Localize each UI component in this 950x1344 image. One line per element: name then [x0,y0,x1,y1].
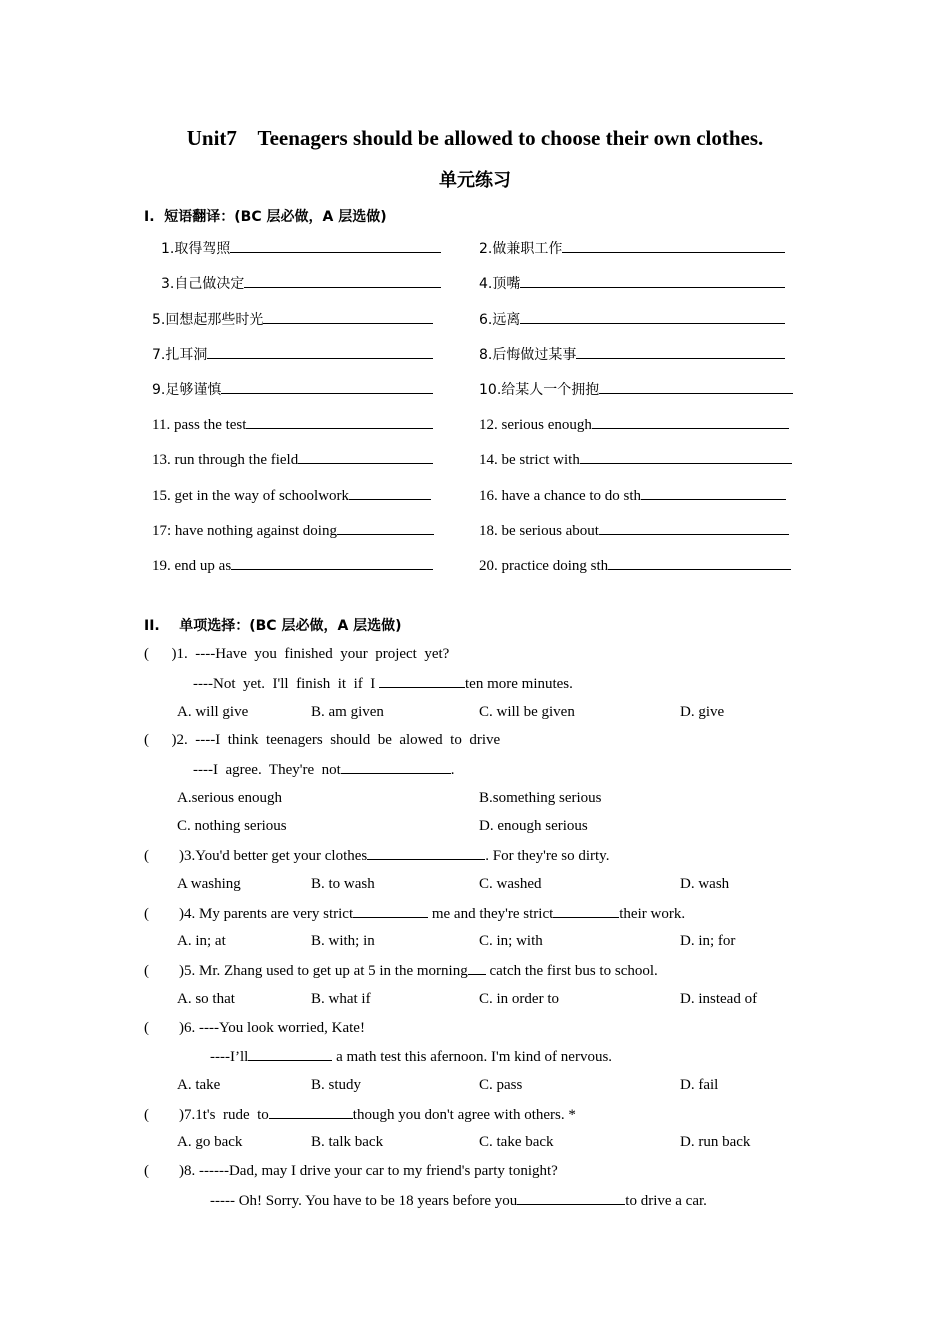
q2-option-d: D. enough serious [479,818,588,834]
answer-blank[interactable] [337,520,434,535]
answer-blank[interactable] [520,309,785,324]
phrase-item-6: 6.远离 [479,309,785,330]
answer-blank[interactable] [520,273,785,288]
phrase-item-8: 8.后悔做过某事 [479,344,785,365]
answer-blank[interactable] [517,1190,625,1205]
q4-option-a: A. in; at [177,933,226,949]
q3-option-c: C. washed [479,876,542,892]
q2-option-a: A.serious enough [177,790,282,806]
answer-blank[interactable] [553,903,619,918]
answer-blank[interactable] [353,903,428,918]
page-title: Unit7 Teenagers should be allowed to choose their own clothes. [186,126,764,150]
question-5: ( )5. Mr. Zhang used to get up at 5 in the morning catch the first bus to school. [144,960,658,981]
page-subtitle: 单元练习 [439,170,511,191]
phrase-item-5: 5.回想起那些时光 [152,309,433,330]
phrase-item-15: 15. get in the way of schoolwork [152,485,431,506]
phrase-item-3: 3.自己做决定 [161,273,441,294]
phrase-item-7: 7.扎耳洞 [152,344,433,365]
answer-blank[interactable] [580,449,792,464]
q1-option-b: B. am given [311,704,384,720]
answer-blank[interactable] [576,344,785,359]
q7-option-a: A. go back [177,1134,243,1150]
question-8: ( )8. ------Dad, may I drive your car to my friend's party tonight? [144,1163,558,1179]
question-6: ( )6. ----You look worried, Kate! [144,1020,365,1036]
q6-option-b: B. study [311,1077,362,1093]
q7-option-d: D. run back [680,1134,751,1150]
phrase-item-16: 16. have a chance to do sth [479,485,786,506]
phrase-item-9: 9.足够谨慎 [152,379,433,400]
answer-blank[interactable] [298,449,433,464]
question-1-answer-line: ----Not yet. I'll finish it if I ten more minutes. [193,673,573,694]
question-7: ( )7.1t's rude to though you don't agree with others. * [144,1104,576,1125]
q1-option-d: D. give [680,704,725,720]
answer-blank[interactable] [641,485,786,500]
phrase-item-2: 2.做兼职工作 [479,238,785,259]
phrase-item-11: 11. pass the test [152,414,433,435]
question-6-answer-line: ----I’ll a math test this afernoon. I'm kind of nervous. [210,1046,612,1067]
question-3: ( )3.You'd better get your clothes . For they're so dirty. [144,845,609,866]
phrase-item-18: 18. be serious about [479,520,789,541]
phrase-item-4: 4.顶嘴 [479,273,785,294]
answer-blank[interactable] [207,344,433,359]
q7-option-c: C. take back [479,1134,554,1150]
phrase-item-17: 17: have nothing against doing [152,520,434,541]
answer-blank[interactable] [608,555,791,570]
q4-option-c: C. in; with [479,933,543,949]
answer-blank[interactable] [468,960,486,975]
q6-option-a: A. take [177,1077,221,1093]
answer-blank[interactable] [562,238,785,253]
phrase-item-14: 14. be strict with [479,449,792,470]
question-4: ( )4. My parents are very strict me and they're strict their work. [144,903,685,924]
q1-option-c: C. will be given [479,704,575,720]
answer-blank[interactable] [599,379,793,394]
q6-option-d: D. fail [680,1077,719,1093]
q5-option-c: C. in order to [479,991,559,1007]
q3-option-a: A washing [177,876,241,892]
q7-option-b: B. talk back [311,1134,384,1150]
answer-blank[interactable] [244,273,441,288]
answer-blank[interactable] [599,520,789,535]
q2-option-c: C. nothing serious [177,818,287,834]
answer-blank[interactable] [341,759,451,774]
q6-option-c: C. pass [479,1077,523,1093]
section-2-heading: II. 单项选择：(BC 层必做，A 层选做) [144,618,402,634]
section-1-heading: I. 短语翻译：(BC 层必做，A 层选做) [144,209,387,225]
q5-option-b: B. what if [311,991,371,1007]
phrase-item-20: 20. practice doing sth [479,555,791,576]
phrase-item-13: 13. run through the field [152,449,433,470]
question-2: ( )2. ----I think teenagers should be alowed to drive [144,732,501,748]
answer-blank[interactable] [367,845,485,860]
phrase-item-12: 12. serious enough [479,414,789,435]
answer-blank[interactable] [230,238,441,253]
answer-blank[interactable] [246,414,433,429]
q4-option-b: B. with; in [311,933,375,949]
question-1: ( )1. ----Have you finished your project yet? [144,646,450,662]
answer-blank[interactable] [269,1104,353,1119]
question-2-answer-line: ----I agree. They're not . [193,759,455,780]
answer-blank[interactable] [231,555,433,570]
answer-blank[interactable] [379,673,465,688]
q1-option-a: A. will give [177,704,249,720]
q5-option-a: A. so that [177,991,235,1007]
answer-blank[interactable] [349,485,431,500]
q5-option-d: D. instead of [680,991,758,1007]
question-8-answer-line: ----- Oh! Sorry. You have to be 18 years before you to drive a car. [210,1190,707,1211]
answer-blank[interactable] [263,309,433,324]
phrase-item-19: 19. end up as [152,555,433,576]
phrase-item-10: 10.给某人一个拥抱 [479,379,793,400]
answer-blank[interactable] [592,414,789,429]
answer-blank[interactable] [248,1046,332,1061]
answer-blank[interactable] [221,379,433,394]
q3-option-d: D. wash [680,876,730,892]
q2-option-b: B.something serious [479,790,602,806]
phrase-item-1: 1.取得驾照 [161,238,441,259]
q4-option-d: D. in; for [680,933,736,949]
q3-option-b: B. to wash [311,876,375,892]
